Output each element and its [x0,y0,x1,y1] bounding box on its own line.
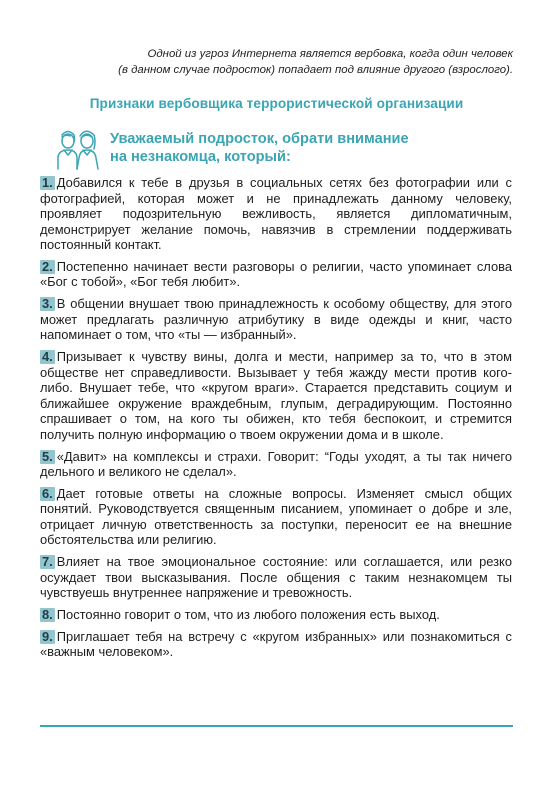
item-text: Постепенно начинает вести разговоры о религии, часто упоминает слова «Бог с тобой», «Бог тебя любит». [40,258,512,290]
item-text: Добавился к тебе в друзья в социальных сетях без фотографии или с фотографией, которая может и не принадлежать данному человеку, проявляет подозрительную вежливость, является дипломатичным, демонстрирует желание помочь, навязчив в стремлении поддерживать постоянный контакт. [40,175,512,253]
item-text: В общении внушает твою принадлежность к особому обществу, для этого может предлагать различную атрибутику в виде одежды и книг, часто напоминает о том, что «ты — избранный». [40,296,512,343]
list-item [40,175,512,253]
intro-line-1: Одной из угроз Интернета является вербовка, когда один человек [147,48,513,60]
subtitle-block [54,125,514,171]
item-text: Влияет на твое эмоциональное состояние: или соглашается, или резко осуждает твои высказывания. После общения с таким незнакомцем ты чувствуешь внутреннее напряжение и тревожность. [40,554,512,601]
list-item [40,554,512,601]
item-number: 2. [42,258,53,274]
list-item [40,296,512,343]
list-item [40,607,512,623]
list-item [40,629,512,660]
item-number: 6. [42,485,53,501]
intro-line-2: (в данном случае подросток) попадает под влияние другого (взрослого). [118,63,513,76]
list-item [40,486,512,548]
signs-list [40,175,512,666]
subtitle-line-2: на незнакомца, который: [110,148,291,165]
bottom-divider [40,725,513,727]
item-text: Приглашает тебя на встречу с «кругом избранных» или познакомиться с «важным человеком». [40,628,512,660]
two-children-icon [54,127,100,171]
item-number: 7. [42,554,53,570]
subtitle-line-1: Уважаемый подросток, обрати внимание [110,131,409,147]
subtitle [110,131,409,166]
list-item [40,449,512,480]
item-number: 4. [42,349,53,365]
list-item [40,259,512,290]
item-text: «Давит» на комплексы и страхи. Говорит: “Годы уходят, а ты так ничего дельного и великого не сделал». [40,448,512,480]
item-number: 5. [42,448,53,464]
item-number: 3. [42,296,53,312]
item-text: Дает готовые ответы на сложные вопросы. Изменяет смысл общих понятий. Руководствуется священным писанием, упоминает о добре и зле, отрицает личную ответственность за поступки, переносит ее на внешние обстоятельства или религию. [40,485,512,548]
list-item [40,349,512,442]
item-number: 8. [42,606,53,622]
item-text: Постоянно говорит о том, что из любого положения есть выход. [56,606,440,622]
intro-text [40,47,513,78]
item-number: 9. [42,628,53,644]
item-text: Призывает к чувству вины, долга и мести, например за то, что в этом обществе нет справедливости. Вызывает у тебя жажду мести против кого-либо. Внушает тебе, что «кругом враги». Старается представить социум и ближайшее окружение враждебным, глупым, деградирующим. Постоянно спрашивает о том, на кого ты обижен, кто тебя беспокоит, и стремится получить полную информацию о твоем окружении дома и в школе. [40,349,512,442]
item-number: 1. [42,175,53,190]
page-title: Признаки вербовщика террористической организации [89,96,464,111]
